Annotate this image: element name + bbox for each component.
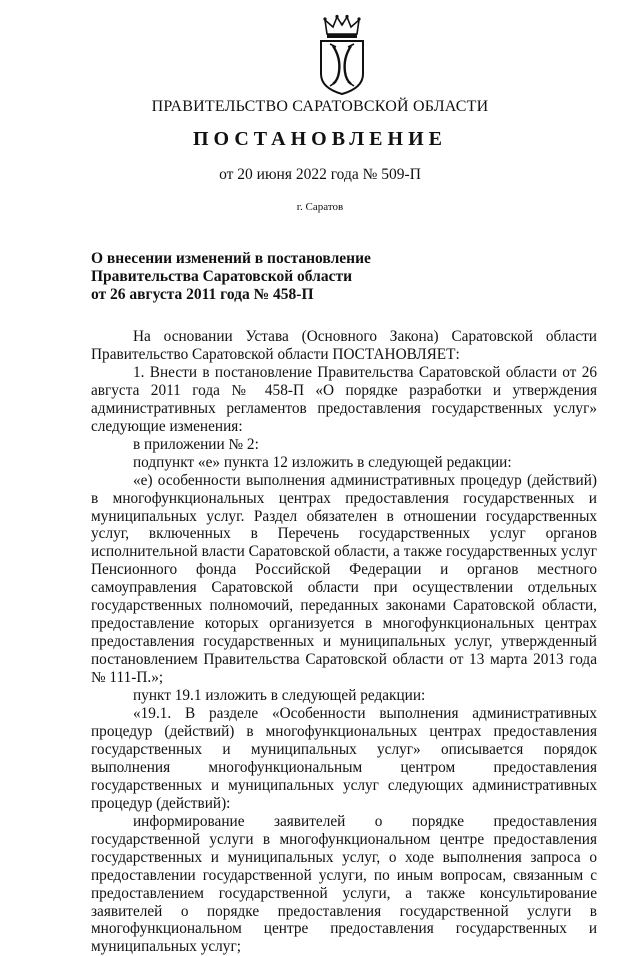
body-paragraph: «е) особенности выполнения административных процедур (действий) в многофункциональных центрах предоставления государственных и муниципальных услуг. Раздел обязателен в отношении государственных услуг, включенных в Перечень государственных услуг органов исполнительной власти Саратовской области, а также государственных услуг Пенсионного фонда Российской Федерации и органов местного самоуправления Саратовской области при осуществлении отдельных государственных полномочий, переданных законами Саратовской области, предоставление которых организуется в многофункциональных центрах предоставления государственных и муниципальных услуг, утвержденный постановлением Правительства Саратовской области от 13 марта 2013 года № 111-П.»;: [91, 471, 597, 687]
body-paragraph: информирование заявителей о порядке предоставления государственной услуги в многофункциональном центре предоставления государственных и муниципальных услуг, о ходе выполнения запроса о предоставлении государственной услуги, по иным вопросам, связанным с предоставлением государственной услуги, а также консультирование заявителей о порядке предоставления государственной услуги в многофункциональном центре предоставления государственных и муниципальных услуг;: [91, 812, 597, 956]
body-paragraph: пункт 19.1 изложить в следующей редакции:: [133, 687, 426, 705]
body-paragraph: подпункт «е» пункта 12 изложить в следующей редакции:: [133, 453, 512, 471]
document-type: ПОСТАНОВЛЕНИЕ: [193, 128, 447, 150]
body-paragraph: На основании Устава (Основного Закона) Саратовской области Правительство Саратовской области ПОСТАНОВЛЯЕТ:: [91, 328, 597, 363]
title-line: О внесении изменений в постановление: [91, 250, 371, 267]
title-line: Правительства Саратовской области: [91, 268, 352, 285]
document-title: [91, 250, 371, 304]
body-paragraph: «19.1. В разделе «Особенности выполнения административных процедур (действий) в многофункциональных центрах предоставления государственных и муниципальных услуг» описывается порядок выполнения многофункциональным центром предоставления государственных и муниципальных услуг следующих административных процедур (действий):: [91, 705, 597, 812]
title-line: от 26 августа 2011 года № 458-П: [91, 286, 314, 303]
body-paragraph: 1. Внести в постановление Правительства Саратовской области от 26 августа 2011 года № 458-П «О порядке разработки и утверждения административных регламентов предоставления государственных услуг» следующие изменения:: [91, 363, 597, 435]
saratov-coat-of-arms-icon: [315, 14, 369, 96]
document-body: [91, 328, 597, 956]
document-date-number: от 20 июня 2022 года № 509-П: [219, 166, 421, 183]
document-city: г. Саратов: [296, 201, 344, 213]
organization-name: ПРАВИТЕЛЬСТВО САРАТОВСКОЙ ОБЛАСТИ: [151, 98, 489, 115]
body-paragraph: в приложении № 2:: [133, 435, 259, 453]
